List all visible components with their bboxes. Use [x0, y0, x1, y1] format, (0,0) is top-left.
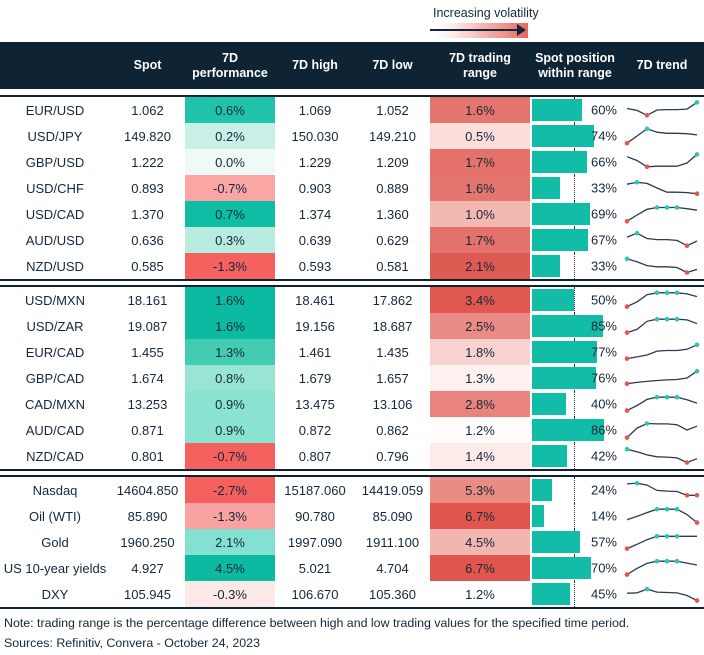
trading-range-cell: 2.8%: [430, 391, 530, 417]
low-value: 85.090: [372, 508, 413, 524]
header-instrument: [0, 64, 110, 68]
trend-sparkline: [620, 365, 704, 391]
position-bar: [532, 203, 590, 225]
sparkline-chart: [622, 417, 702, 443]
position-cell: [530, 581, 620, 607]
trend-sparkline: [620, 417, 704, 443]
position-cell: [530, 97, 620, 123]
instrument-label: AUD/USD: [25, 232, 85, 248]
spot-value: 19.087: [127, 318, 168, 334]
high-value: 0.639: [298, 232, 332, 248]
trend-sparkline: [620, 503, 704, 529]
low-value: 18.687: [372, 318, 413, 334]
instrument-label: GBP/USD: [25, 154, 85, 170]
spot-value: 0.801: [131, 448, 164, 464]
trading-range-cell: 1.2%: [430, 581, 530, 607]
position-label: 24%: [590, 482, 617, 498]
position-label: 33%: [590, 258, 617, 274]
position-label: 66%: [590, 154, 617, 170]
position-bar: [532, 341, 597, 363]
position-cell: [530, 339, 620, 365]
instrument-label: USD/CAD: [25, 206, 85, 222]
table-header: [0, 42, 704, 89]
instrument-label: Nasdaq: [32, 482, 78, 498]
position-cell: [530, 175, 620, 201]
position-bar: [532, 229, 588, 251]
position-label: 76%: [590, 370, 617, 386]
low-value: 1911.100: [365, 534, 420, 550]
high-value: 150.030: [291, 128, 339, 144]
trend-sparkline: [620, 529, 704, 555]
spot-value: 149.820: [124, 128, 171, 144]
position-bar: [532, 393, 566, 415]
table-row: [0, 227, 704, 253]
position-label: 77%: [590, 344, 617, 360]
position-label: 57%: [590, 534, 617, 550]
performance-cell: -0.3%: [185, 581, 275, 607]
sparkline-chart: [622, 339, 702, 365]
spot-value: 0.893: [131, 180, 164, 196]
high-value: 0.872: [298, 422, 332, 438]
trend-sparkline: [620, 339, 704, 365]
table-row: [0, 555, 704, 581]
trend-sparkline: [620, 175, 704, 201]
sparkline-chart: [622, 477, 702, 503]
performance-cell: -1.3%: [185, 253, 275, 279]
table-row: [0, 503, 704, 529]
low-value: 0.862: [376, 422, 409, 438]
instrument-label: US 10-year yields: [3, 560, 107, 576]
low-value: 13.106: [372, 396, 413, 412]
performance-cell: 0.2%: [185, 123, 275, 149]
instrument-label: NZD/USD: [26, 258, 84, 274]
table-row: [0, 581, 704, 607]
trend-sparkline: [620, 581, 704, 607]
trading-range-cell: 1.2%: [430, 417, 530, 443]
performance-cell: -1.3%: [185, 503, 275, 529]
header-low: 7D low: [372, 58, 413, 73]
low-value: 4.704: [376, 560, 409, 576]
high-value: 19.156: [295, 318, 335, 334]
performance-cell: 0.7%: [185, 201, 275, 227]
position-bar: [532, 367, 596, 389]
footnote: Note: trading range is the percentage difference between high and low trading values for the specified time period.: [4, 616, 630, 630]
high-value: 90.780: [295, 508, 335, 524]
position-cell: [530, 149, 620, 175]
performance-cell: 1.6%: [185, 287, 275, 313]
table-block: [0, 475, 704, 609]
low-value: 14419.059: [361, 482, 424, 498]
trading-range-cell: 4.5%: [430, 529, 530, 555]
position-label: 74%: [590, 128, 617, 144]
performance-cell: 0.8%: [185, 365, 275, 391]
table-row: [0, 175, 704, 201]
position-label: 50%: [590, 292, 617, 308]
spot-value: 1.455: [131, 344, 164, 360]
performance-cell: 2.1%: [185, 529, 275, 555]
low-value: 149.210: [369, 128, 416, 144]
header-spot: Spot: [133, 58, 162, 73]
position-label: 14%: [590, 508, 617, 524]
sparkline-chart: [622, 253, 702, 279]
performance-cell: 0.0%: [185, 149, 275, 175]
table-row: [0, 201, 704, 227]
high-value: 0.903: [298, 180, 332, 196]
position-cell: [530, 313, 620, 339]
high-value: 1.461: [298, 344, 332, 360]
position-bar: [532, 445, 567, 467]
trading-range-cell: 1.6%: [430, 175, 530, 201]
sparkline-chart: [622, 201, 702, 227]
trend-sparkline: [620, 313, 704, 339]
position-bar: [532, 289, 574, 311]
spot-value: 1.370: [131, 206, 164, 222]
trading-range-cell: 1.7%: [430, 149, 530, 175]
instrument-label: AUD/CAD: [25, 422, 85, 438]
trend-sparkline: [620, 201, 704, 227]
sparkline-chart: [622, 97, 702, 123]
trading-range-cell: 6.7%: [430, 555, 530, 581]
position-cell: [530, 227, 620, 253]
table-row: [0, 149, 704, 175]
position-bar: [532, 255, 560, 277]
trend-sparkline: [620, 97, 704, 123]
table-block: [0, 95, 704, 281]
position-cell: [530, 123, 620, 149]
spot-value: 1960.250: [120, 534, 175, 550]
performance-cell: 1.6%: [185, 313, 275, 339]
table-row: [0, 529, 704, 555]
sparkline-chart: [622, 503, 702, 529]
spot-value: 1.674: [131, 370, 164, 386]
position-label: 69%: [590, 206, 617, 222]
position-label: 42%: [590, 448, 617, 464]
position-bar: [532, 99, 582, 121]
instrument-label: GBP/CAD: [25, 370, 85, 386]
high-value: 5.021: [298, 560, 332, 576]
high-value: 13.475: [295, 396, 335, 412]
position-label: 67%: [590, 232, 617, 248]
performance-cell: -0.7%: [185, 443, 275, 469]
table-row: [0, 477, 704, 503]
header-performance: 7D performance: [192, 51, 268, 80]
sources-line: Sources: Refinitiv, Convera - October 24, 2023: [4, 636, 260, 650]
position-label: 60%: [590, 102, 617, 118]
table-row: [0, 339, 704, 365]
instrument-label: USD/JPY: [27, 128, 83, 144]
table-row: [0, 97, 704, 123]
position-label: 40%: [590, 396, 617, 412]
table-row: [0, 313, 704, 339]
trading-range-cell: 1.7%: [430, 227, 530, 253]
trend-sparkline: [620, 391, 704, 417]
instrument-label: EUR/USD: [25, 102, 85, 118]
high-value: 18.461: [295, 292, 335, 308]
table-row: [0, 417, 704, 443]
trading-range-cell: 1.6%: [430, 97, 530, 123]
trend-sparkline: [620, 555, 704, 581]
spot-value: 18.161: [127, 292, 168, 308]
position-cell: [530, 201, 620, 227]
position-bar: [532, 583, 570, 605]
low-value: 1.209: [376, 154, 409, 170]
spot-value: 85.890: [127, 508, 168, 524]
sparkline-chart: [622, 149, 702, 175]
table-body: [0, 95, 704, 609]
position-cell: [530, 391, 620, 417]
high-value: 1.229: [298, 154, 332, 170]
position-bar: [532, 557, 591, 579]
sparkline-chart: [622, 555, 702, 581]
low-value: 0.796: [376, 448, 409, 464]
table-row: [0, 391, 704, 417]
high-value: 0.807: [298, 448, 332, 464]
instrument-label: Oil (WTI): [29, 508, 81, 524]
spot-value: 4.927: [131, 560, 164, 576]
low-value: 1.052: [376, 102, 409, 118]
performance-cell: 0.6%: [185, 97, 275, 123]
position-cell: [530, 555, 620, 581]
trend-sparkline: [620, 477, 704, 503]
performance-cell: -0.7%: [185, 175, 275, 201]
position-cell: [530, 529, 620, 555]
table-row: [0, 123, 704, 149]
sparkline-chart: [622, 227, 702, 253]
volatility-gradient-bar: [433, 23, 528, 38]
trading-range-cell: 1.4%: [430, 443, 530, 469]
position-bar: [532, 505, 544, 527]
spot-value: 1.222: [131, 154, 164, 170]
sparkline-chart: [622, 287, 702, 313]
trend-sparkline: [620, 253, 704, 279]
trading-range-cell: 2.5%: [430, 313, 530, 339]
spot-value: 105.945: [124, 586, 171, 602]
table-row: [0, 253, 704, 279]
position-bar: [532, 479, 552, 501]
performance-cell: -2.7%: [185, 477, 275, 503]
position-cell: [530, 503, 620, 529]
table-row: [0, 365, 704, 391]
trend-sparkline: [620, 227, 704, 253]
header-high: 7D high: [292, 58, 338, 73]
table-block: [0, 285, 704, 471]
position-bar: [532, 531, 580, 553]
arrow-head-icon: [517, 24, 526, 36]
low-value: 105.360: [369, 586, 416, 602]
trading-range-cell: 2.1%: [430, 253, 530, 279]
instrument-label: NZD/CAD: [26, 448, 84, 464]
sparkline-chart: [622, 365, 702, 391]
sparkline-chart: [622, 529, 702, 555]
sparkline-chart: [622, 581, 702, 607]
instrument-label: DXY: [41, 586, 69, 602]
instrument-label: EUR/CAD: [25, 344, 85, 360]
position-label: 45%: [590, 586, 617, 602]
high-value: 1997.090: [287, 534, 343, 550]
trend-sparkline: [620, 123, 704, 149]
instrument-label: CAD/MXN: [25, 396, 85, 412]
legend-label: Increasing volatility: [433, 6, 539, 20]
performance-cell: 1.3%: [185, 339, 275, 365]
spot-value: 0.636: [131, 232, 164, 248]
low-value: 0.629: [376, 232, 409, 248]
trading-range-cell: 0.5%: [430, 123, 530, 149]
low-value: 1.435: [376, 344, 409, 360]
trend-sparkline: [620, 149, 704, 175]
sparkline-chart: [622, 313, 702, 339]
spot-value: 1.062: [131, 102, 164, 118]
high-value: 15187.060: [284, 482, 346, 498]
high-value: 1.679: [298, 370, 332, 386]
position-cell: [530, 287, 620, 313]
header-trading-range: 7D trading range: [449, 51, 511, 80]
performance-cell: 0.9%: [185, 417, 275, 443]
spot-value: 13.253: [127, 396, 168, 412]
trading-range-cell: 1.8%: [430, 339, 530, 365]
low-value: 1.360: [376, 206, 409, 222]
position-bar: [532, 125, 594, 147]
spot-value: 14604.850: [116, 482, 179, 498]
instrument-label: USD/ZAR: [26, 318, 84, 334]
trend-sparkline: [620, 287, 704, 313]
header-spot-position: Spot position within range: [535, 51, 615, 80]
spot-value: 0.585: [131, 258, 164, 274]
sparkline-chart: [622, 175, 702, 201]
performance-cell: 0.9%: [185, 391, 275, 417]
trading-range-cell: 3.4%: [430, 287, 530, 313]
position-bar: [532, 177, 560, 199]
position-label: 70%: [590, 560, 617, 576]
sparkline-chart: [622, 391, 702, 417]
performance-cell: 0.3%: [185, 227, 275, 253]
position-cell: [530, 477, 620, 503]
table-row: [0, 287, 704, 313]
instrument-label: USD/CHF: [26, 180, 84, 196]
low-value: 17.862: [372, 292, 413, 308]
low-value: 1.657: [376, 370, 409, 386]
high-value: 1.374: [298, 206, 332, 222]
sparkline-chart: [622, 443, 702, 469]
position-cell: [530, 253, 620, 279]
high-value: 1.069: [298, 102, 332, 118]
high-value: 106.670: [291, 586, 339, 602]
performance-cell: 4.5%: [185, 555, 275, 581]
instrument-label: USD/MXN: [25, 292, 85, 308]
trading-range-cell: 5.3%: [430, 477, 530, 503]
instrument-label: Gold: [41, 534, 69, 550]
position-bar: [532, 151, 587, 173]
trading-range-cell: 6.7%: [430, 503, 530, 529]
position-cell: [530, 443, 620, 469]
position-cell: [530, 365, 620, 391]
arrow-right-icon: [430, 29, 519, 31]
trading-range-cell: 1.3%: [430, 365, 530, 391]
position-cell: [530, 417, 620, 443]
trading-range-cell: 1.0%: [430, 201, 530, 227]
header-trend: 7D trend: [636, 58, 688, 73]
spot-value: 0.871: [131, 422, 164, 438]
low-value: 0.581: [376, 258, 409, 274]
position-label: 85%: [590, 318, 617, 334]
position-label: 33%: [590, 180, 617, 196]
high-value: 0.593: [298, 258, 332, 274]
sparkline-chart: [622, 123, 702, 149]
volatility-legend: [433, 6, 563, 38]
table-row: [0, 443, 704, 469]
position-label: 86%: [590, 422, 617, 438]
low-value: 0.889: [376, 180, 409, 196]
trend-sparkline: [620, 443, 704, 469]
